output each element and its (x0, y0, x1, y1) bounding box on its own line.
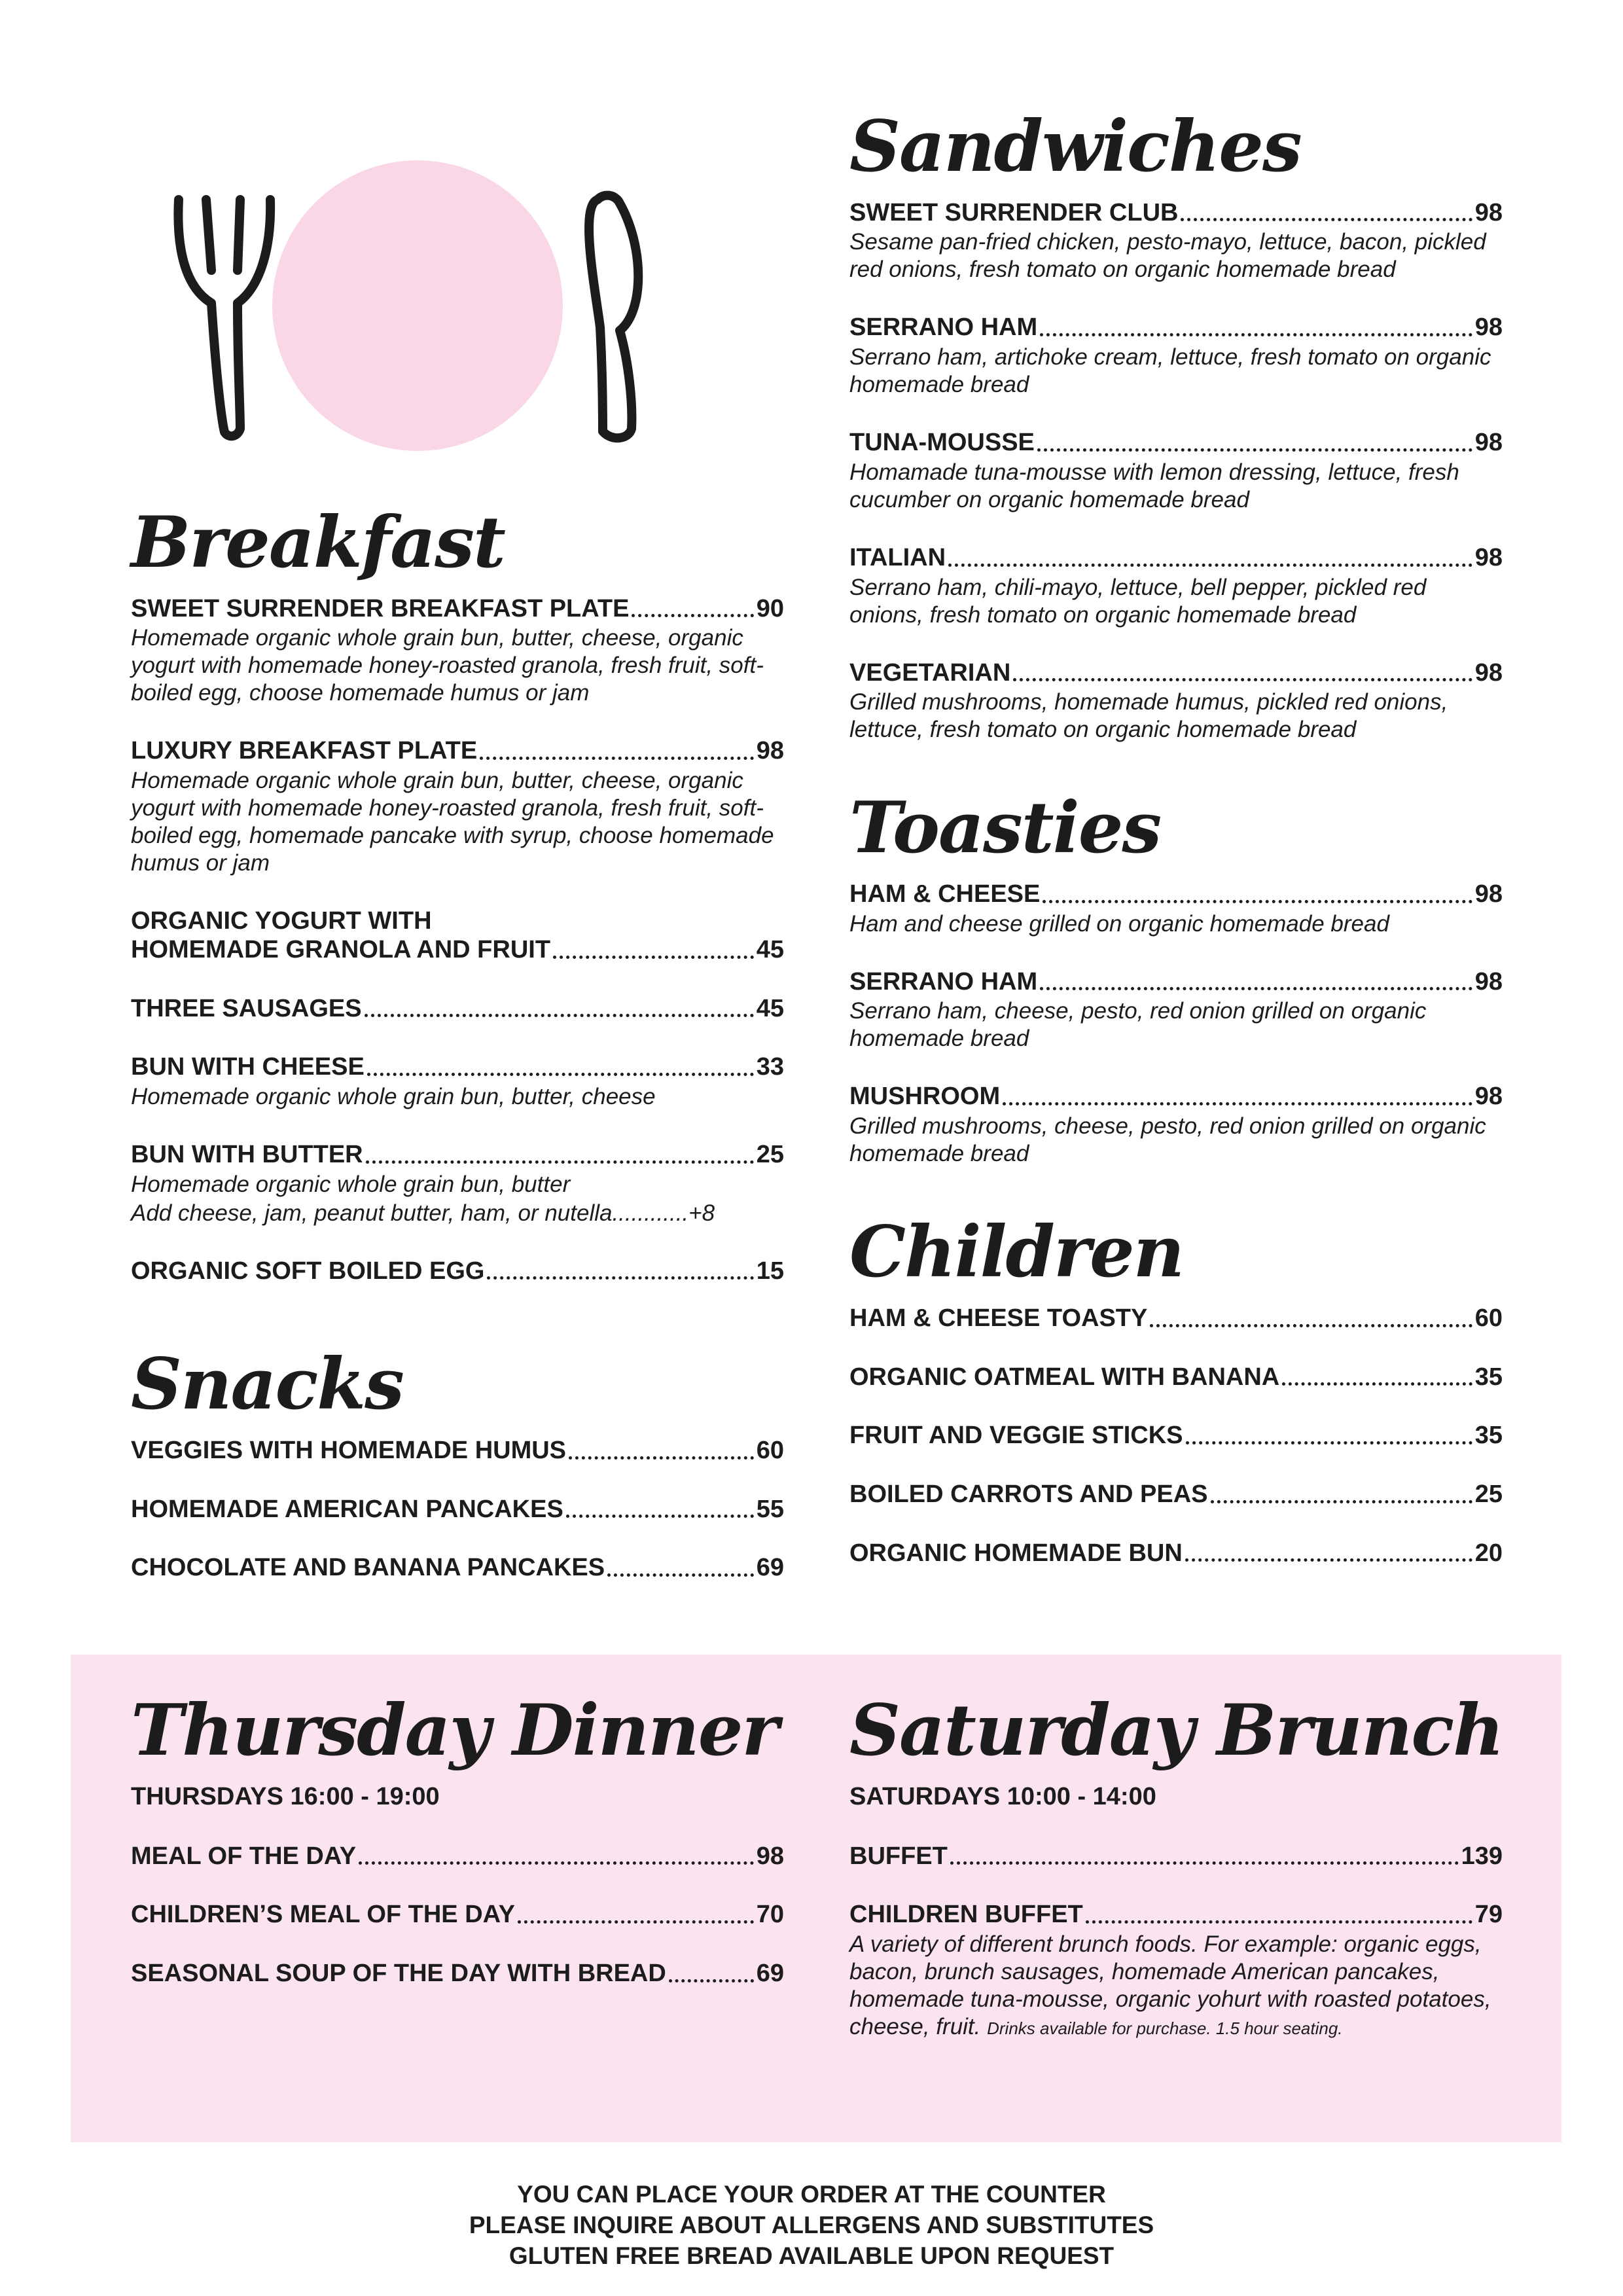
right-column (849, 105, 1503, 1598)
menu-item (131, 1257, 784, 1286)
schedule-hours: SATURDAYS 10:00 - 14:00 (849, 1782, 1156, 1810)
item-price: 69 (756, 1554, 784, 1582)
item-name: HAM & CHEESE TOASTY (849, 1304, 1148, 1332)
menu-item (131, 1053, 784, 1111)
menu-item (131, 1901, 784, 1929)
menu-item (849, 429, 1503, 514)
item-description: Homamade tuna-mousse with lemon dressing, lettuce, fresh cucumber on organic homemade bread (849, 459, 1459, 512)
fork-icon (178, 200, 270, 436)
item-name: CHILDREN’S MEAL OF THE DAY (131, 1901, 515, 1929)
item-price: 45 (756, 935, 784, 963)
item-name: FRUIT AND VEGGIE STICKS (849, 1422, 1183, 1450)
menu-item (131, 1437, 784, 1465)
item-name: ORGANIC OATMEAL WITH BANANA (849, 1363, 1280, 1391)
menu-item (131, 737, 784, 877)
item-name: SWEET SURRENDER BREAKFAST PLATE (131, 594, 630, 622)
item-price: 60 (1474, 1304, 1503, 1332)
item-description: Grilled mushrooms, homemade humus, pickled red onions, lettuce, fresh tomato on organic homemade bread (849, 689, 1448, 743)
menu-item (849, 1480, 1503, 1509)
toasties-section (849, 789, 1503, 1168)
item-name: ITALIAN (849, 543, 946, 571)
item-name: HAM & CHEESE (849, 880, 1041, 908)
item-name: HOMEMADE AMERICAN PANCAKES (131, 1495, 563, 1523)
item-description (849, 1931, 1503, 2041)
breakfast-section (131, 501, 784, 1285)
item-price: 139 (1461, 1842, 1503, 1870)
snacks-section (131, 1343, 784, 1583)
menu-item (849, 968, 1503, 1053)
item-price: 98 (1474, 314, 1503, 342)
menu-item (849, 1539, 1503, 1568)
knife-icon (589, 196, 638, 439)
menu-item (131, 907, 784, 964)
item-price: 98 (756, 1842, 784, 1870)
item-price: 98 (1474, 543, 1503, 571)
section-title-saturday-brunch: Saturday Brunch (849, 1689, 1503, 1772)
item-name: VEGGIES WITH HOMEMADE HUMUS (131, 1437, 567, 1465)
item-price: 25 (756, 1140, 784, 1168)
footer-line: PLEASE INQUIRE ABOUT ALLERGENS AND SUBSTITUTES (469, 2211, 1154, 2238)
schedule-hours: THURSDAYS 16:00 - 19:00 (131, 1782, 440, 1810)
item-description: Ham and cheese grilled on organic homemade bread (849, 910, 1389, 937)
item-name: BUN WITH CHEESE (131, 1053, 365, 1081)
saturday-brunch-section (849, 1689, 1503, 2071)
section-title-sandwiches: Sandwiches (849, 105, 1301, 188)
item-price: 98 (1474, 880, 1503, 908)
section-title-snacks: Snacks (131, 1343, 403, 1426)
menu-item (849, 1304, 1503, 1333)
menu-item (131, 995, 784, 1024)
item-description: Homemade organic whole grain bun, butter, cheese (131, 1083, 656, 1109)
item-name: CHOCOLATE AND BANANA PANCAKES (131, 1554, 605, 1582)
section-title-toasties: Toasties (849, 787, 1161, 870)
item-price: 98 (1474, 1083, 1503, 1111)
item-description: Homemade organic whole grain bun, butter (131, 1171, 571, 1197)
item-description: Homemade organic whole grain bun, butter, cheese, organic yogurt with homemade honey-roasted granola, fresh fruit, soft-boiled egg, homemade pancake with syrup, choose homemade humus or jam (131, 768, 774, 876)
item-price: 35 (1474, 1422, 1503, 1450)
item-name: CHILDREN BUFFET (849, 1901, 1083, 1929)
sandwiches-section (849, 105, 1503, 744)
item-description: Grilled mushrooms, cheese, pesto, red onion grilled on organic homemade bread (849, 1113, 1486, 1167)
section-title-breakfast: Breakfast (131, 501, 505, 584)
left-column (131, 501, 784, 1613)
thursday-dinner-section (131, 1689, 784, 2018)
item-name: SERRANO HAM (849, 967, 1038, 996)
item-name: THREE SAUSAGES (131, 994, 362, 1022)
item-price: 90 (756, 594, 784, 622)
item-price: 98 (1474, 198, 1503, 226)
menu-item (849, 1422, 1503, 1450)
item-description: Serrano ham, chili-mayo, lettuce, bell pepper, pickled red onions, fresh tomato on organic homemade bread (849, 574, 1427, 628)
item-description: Serrano ham, cheese, pesto, red onion grilled on organic homemade bread (849, 998, 1427, 1052)
item-price: 79 (1474, 1901, 1503, 1929)
menu-item (849, 1083, 1503, 1168)
menu-item (849, 199, 1503, 284)
menu-item (849, 1901, 1503, 2041)
item-price: 35 (1474, 1363, 1503, 1391)
item-name: SWEET SURRENDER CLUB (849, 198, 1179, 226)
footer-line: YOU CAN PLACE YOUR ORDER AT THE COUNTER (517, 2181, 1106, 2208)
menu-item (131, 1554, 784, 1583)
item-name: BUFFET (849, 1842, 948, 1870)
item-description: Homemade organic whole grain bun, butter, cheese, organic yogurt with homemade honey-roasted granola, fresh fruit, soft-boiled egg, choose homemade humus or jam (131, 625, 764, 706)
menu-item (131, 1842, 784, 1871)
item-price: 60 (756, 1437, 784, 1465)
item-name: SERRANO HAM (849, 314, 1038, 342)
menu-item (849, 880, 1503, 938)
item-price: 98 (1474, 429, 1503, 457)
item-name: ORGANIC HOMEMADE BUN (849, 1539, 1183, 1567)
plate-icon (272, 160, 563, 451)
item-name: MEAL OF THE DAY (131, 1842, 357, 1870)
item-price: 45 (756, 994, 784, 1022)
cafe-logo (160, 154, 677, 455)
item-name: TUNA-MOUSSE (849, 429, 1035, 457)
item-price: 98 (756, 737, 784, 765)
menu-item (131, 1141, 784, 1227)
menu-item (849, 1842, 1503, 1871)
item-name: BOILED CARROTS AND PEAS (849, 1480, 1208, 1508)
item-price: 98 (1474, 658, 1503, 687)
menu-item (849, 659, 1503, 744)
footer-notes (0, 2179, 1623, 2272)
item-price: 55 (756, 1495, 784, 1523)
item-price: 70 (756, 1901, 784, 1929)
item-name: MUSHROOM (849, 1083, 1001, 1111)
item-description: Sesame pan-fried chicken, pesto-mayo, lettuce, bacon, pickled red onions, fresh tomato on organic homemade bread (849, 229, 1486, 283)
children-section (849, 1213, 1503, 1568)
item-price: 69 (756, 1960, 784, 1988)
item-name: ORGANIC SOFT BOILED EGG (131, 1257, 485, 1285)
item-addon: Add cheese, jam, peanut butter, ham, or nutella............+8 (131, 1200, 715, 1226)
menu-item (131, 1496, 784, 1524)
item-price: 25 (1474, 1480, 1503, 1508)
item-price: 98 (1474, 967, 1503, 996)
item-price: 20 (1474, 1539, 1503, 1567)
menu-item (849, 1363, 1503, 1392)
brunch-description: A variety of different brunch foods. For example: organic eggs, bacon, brunch sausages, homemade American pancakes, homemade tuna-mousse, organic yohurt with roasted potatoes, cheese, fruit. (849, 1931, 1491, 2040)
menu-item (849, 544, 1503, 629)
item-name: SEASONAL SOUP OF THE DAY WITH BREAD (131, 1960, 666, 1988)
menu-item (131, 1960, 784, 1988)
brunch-note: Drinks available for purchase. 1.5 hour seating. (987, 2018, 1343, 2039)
item-name: LUXURY BREAKFAST PLATE (131, 737, 478, 765)
item-description: Serrano ham, artichoke cream, lettuce, fresh tomato on organic homemade bread (849, 344, 1491, 398)
section-title-children: Children (849, 1211, 1184, 1294)
item-name: ORGANIC YOGURT WITH HOMEMADE GRANOLA AND FRUIT (131, 907, 551, 963)
menu-item (131, 595, 784, 708)
menu-item (849, 314, 1503, 399)
section-title-thursday-dinner: Thursday Dinner (131, 1689, 778, 1772)
item-name: BUN WITH BUTTER (131, 1140, 363, 1168)
item-price: 15 (756, 1257, 784, 1285)
footer-line: GLUTEN FREE BREAD AVAILABLE UPON REQUEST (508, 2242, 1115, 2269)
item-price: 33 (756, 1053, 784, 1081)
item-name: VEGETARIAN (849, 658, 1011, 687)
